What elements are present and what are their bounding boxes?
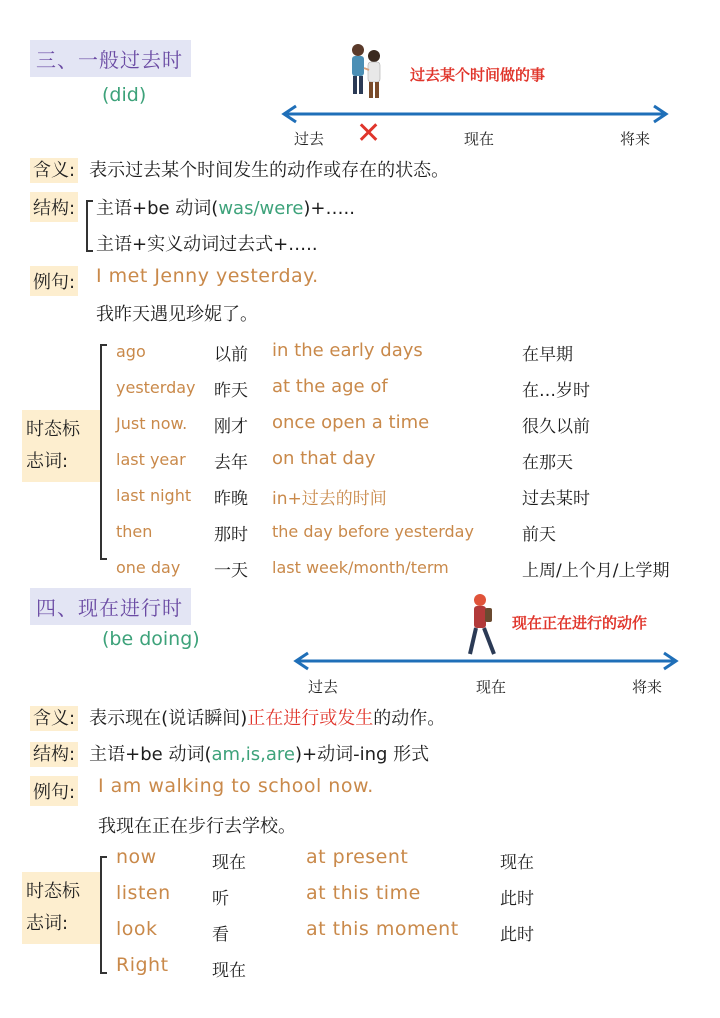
marker-en-2: the day before yesterday bbox=[272, 522, 474, 541]
structure-line-2: 主语+实义动词过去式+….. bbox=[96, 234, 318, 255]
section2-meaning-row bbox=[30, 704, 445, 730]
example-label: 例句: bbox=[30, 776, 78, 806]
timeline2-past-label: 过去 bbox=[308, 678, 339, 696]
meaning-text: 表示过去某个时间发生的动作或存在的状态。 bbox=[89, 160, 450, 181]
section2-tense-en: (be doing) bbox=[102, 628, 200, 650]
marker-cn-2: 在那天 bbox=[522, 453, 573, 473]
marker-en-2: in+过去的时间 bbox=[272, 489, 387, 509]
marker-cn: 去年 bbox=[214, 453, 248, 473]
marker-en: Right bbox=[116, 954, 169, 976]
timeline2-now-label: 现在 bbox=[476, 678, 507, 696]
marker-cn-2: 过去某时 bbox=[522, 489, 590, 509]
marker-en: look bbox=[116, 918, 158, 940]
marker-cn: 昨天 bbox=[214, 381, 248, 401]
section2-structure-row bbox=[30, 740, 429, 766]
timeline-present bbox=[288, 590, 688, 680]
structure-bracket bbox=[86, 200, 93, 252]
marker-cn: 现在 bbox=[212, 853, 246, 873]
marker-en: yesterday bbox=[116, 378, 196, 397]
marker-cn-2: 在…岁时 bbox=[522, 381, 590, 401]
example-label: 例句: bbox=[30, 266, 78, 296]
marker-en-2: at present bbox=[306, 846, 409, 868]
marker-cn: 刚才 bbox=[214, 417, 248, 437]
section1-meaning-row bbox=[30, 156, 449, 182]
marker-cn: 看 bbox=[212, 925, 229, 945]
marker-cn-2: 前天 bbox=[522, 525, 556, 545]
meaning-text: 表示现在(说话瞬间)正在进行或发生的动作。 bbox=[89, 708, 446, 729]
marker-cn: 那时 bbox=[214, 525, 248, 545]
marker-en-2: in the early days bbox=[272, 340, 423, 361]
marker-cn-2: 很久以前 bbox=[522, 417, 590, 437]
marker-en: one day bbox=[116, 558, 181, 577]
section1-tense-en: (did) bbox=[102, 84, 147, 106]
marker-cn: 一天 bbox=[214, 561, 248, 581]
cross-mark-icon: ✕ bbox=[356, 116, 382, 151]
marker-en: last night bbox=[116, 486, 192, 505]
marker-en: ago bbox=[116, 342, 146, 361]
timeline1-note: 过去某个时间做的事 bbox=[410, 66, 546, 84]
structure-label: 结构: bbox=[30, 192, 78, 222]
markers-label: 时态标 志词: bbox=[22, 872, 102, 944]
marker-en-2: at the age of bbox=[272, 376, 388, 397]
markers-bracket bbox=[100, 856, 107, 974]
section2-title: 四、现在进行时 bbox=[30, 588, 191, 625]
timeline2-note: 现在正在进行的动作 bbox=[512, 614, 648, 632]
marker-en-2: once open a time bbox=[272, 412, 430, 433]
marker-en: Just now. bbox=[116, 414, 188, 433]
meaning-label: 含义: bbox=[30, 158, 78, 183]
marker-cn-2: 在早期 bbox=[522, 345, 573, 365]
markers-label: 时态标 志词: bbox=[22, 410, 102, 482]
timeline1-past-label: 过去 bbox=[294, 130, 325, 148]
marker-en: last year bbox=[116, 450, 186, 469]
example-english: I met Jenny yesterday. bbox=[96, 265, 319, 287]
marker-en: listen bbox=[116, 882, 171, 904]
marker-cn: 昨晚 bbox=[214, 489, 248, 509]
meaning-label: 含义: bbox=[30, 706, 78, 731]
marker-cn-2: 现在 bbox=[500, 853, 534, 873]
example-english: I am walking to school now. bbox=[98, 775, 374, 797]
walking-person-illustration bbox=[470, 594, 494, 654]
marker-cn: 听 bbox=[212, 889, 229, 909]
standing-people-illustration bbox=[352, 44, 380, 98]
marker-cn: 以前 bbox=[214, 345, 248, 365]
timeline1-now-label: 现在 bbox=[464, 130, 495, 148]
timeline1-future-label: 将来 bbox=[620, 130, 651, 148]
marker-en: now bbox=[116, 846, 157, 868]
structure-line-1: 主语+be 动词(was/were)+….. bbox=[96, 198, 355, 219]
section1-title: 三、一般过去时 bbox=[30, 40, 191, 77]
marker-en-2: at this time bbox=[306, 882, 421, 904]
marker-cn-2: 上周/上个月/上学期 bbox=[522, 561, 670, 581]
example-chinese: 我现在正在步行去学校。 bbox=[98, 816, 296, 837]
structure-label: 结构: bbox=[30, 742, 78, 767]
marker-en-2: last week/month/term bbox=[272, 558, 449, 577]
marker-cn: 现在 bbox=[212, 961, 246, 981]
marker-cn-2: 此时 bbox=[500, 889, 534, 909]
marker-cn-2: 此时 bbox=[500, 925, 534, 945]
marker-en-2: on that day bbox=[272, 448, 376, 469]
structure-text: 主语+be 动词(am,is,are)+动词-ing 形式 bbox=[89, 744, 430, 765]
example-chinese: 我昨天遇见珍妮了。 bbox=[96, 304, 258, 325]
marker-en: then bbox=[116, 522, 153, 541]
marker-en-2: at this moment bbox=[306, 918, 459, 940]
timeline2-future-label: 将来 bbox=[632, 678, 663, 696]
markers-bracket bbox=[100, 344, 107, 560]
